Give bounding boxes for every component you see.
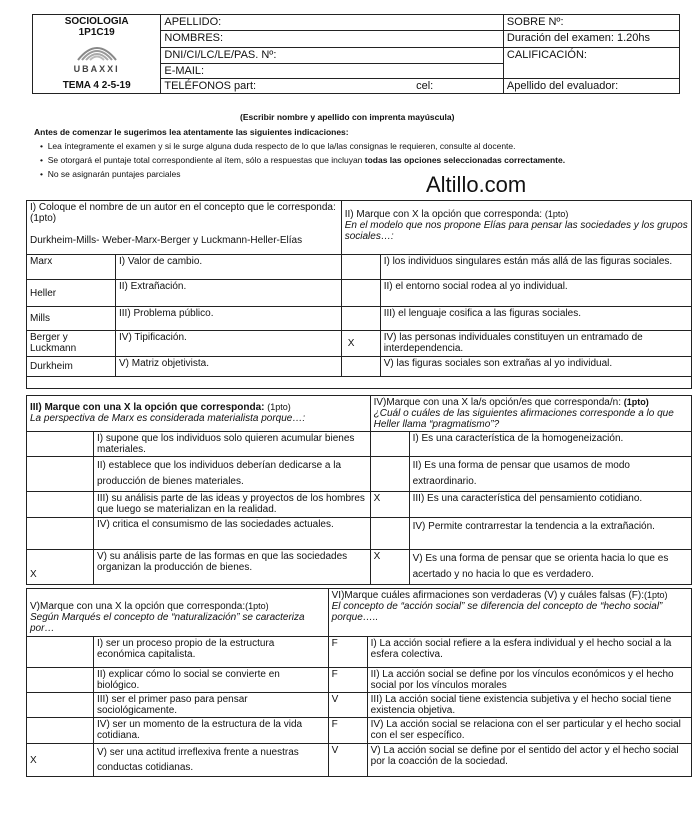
q4-option: III) Es una característica del pensamiento cotidiano.: [409, 492, 691, 518]
q2-mark-cell[interactable]: [341, 255, 380, 280]
q2-option: III) el lenguaje cosifica a las figuras sociales.: [380, 307, 691, 331]
q2-header: II) Marque con X la opción que corresponda: (1pto) En el modelo que nos propone Elías para pensar las sociedades y los grupos sociales…:: [341, 201, 691, 255]
section-divider: [27, 377, 692, 389]
q5-option: I) ser un proceso propio de la estructura económica capitalista.: [94, 637, 329, 668]
apellido-field[interactable]: APELLIDO:: [161, 15, 504, 31]
q2-option: IV) las personas individuales constituyen un entramado de interdependencia.: [380, 331, 691, 357]
q5-option: II) explicar cómo lo social se convierte en biológico.: [94, 668, 329, 693]
q1-concept: III) Problema público.: [116, 307, 342, 331]
q6-mark-cell[interactable]: V: [328, 693, 367, 718]
q4-option: II) Es una forma de pensar que usamos de modo extraordinario.: [409, 457, 691, 492]
q3-option: I) supone que los individuos solo quieren acumular bienes materiales.: [94, 432, 371, 457]
q5-mark-cell[interactable]: X: [27, 744, 94, 777]
q3-option: II) establece que los individuos deberían dedicarse a la producción de bienes materiales.: [94, 457, 371, 492]
q1-authors: Durkheim-Mills- Weber-Marx-Berger y Luckmann-Heller-Elías: [30, 235, 303, 246]
logo-text: UBAXXI: [73, 64, 120, 74]
q2-option: II) el entorno social rodea al yo individual.: [380, 280, 691, 307]
q4-mark-cell[interactable]: [370, 432, 409, 457]
q5-mark-cell[interactable]: [27, 718, 94, 744]
q4-option: V) Es una forma de pensar que se orienta hacia lo que es acertado y no hacia lo que es verdadero.: [409, 550, 691, 585]
exam-header: [32, 14, 680, 94]
q1-concept: V) Matriz objetivista.: [116, 357, 342, 377]
section-q3-q4: [26, 395, 692, 585]
q6-option: II) La acción social se define por los vínculos económicos y el hecho social por los vínculos morales: [367, 668, 691, 693]
q1-header: I) Coloque el nombre de un autor en el concepto que le corresponda:(1pto) Durkheim-Mills- Weber-Marx-Berger y Luckmann-Heller-Elías: [27, 201, 342, 255]
q1-concept: IV) Tipificación.: [116, 331, 342, 357]
q6-mark-cell[interactable]: V: [328, 744, 367, 777]
q5-mark-cell[interactable]: [27, 693, 94, 718]
q5-option: IV) ser un momento de la estructura de la vida cotidiana.: [94, 718, 329, 744]
q6-option: IV) La acción social se relaciona con el ser particular y el hecho social con el ser específico.: [367, 718, 691, 744]
section-q1-q2: [26, 200, 692, 389]
q5-header: V)Marque con una X la opción que corresponda:(1pto) Según Marqués el concepto de “naturalización” se caracteriza por…: [27, 589, 329, 637]
instruction-bullet-2: • Se otorgará el puntaje total correspondiente al ítem, sólo a respuestas que incluyan todas las opciones seleccionadas correctamente.: [40, 155, 566, 165]
q4-mark-cell[interactable]: X: [370, 492, 409, 518]
name-instruction: (Escribir nombre y apellido con imprenta mayúscula): [240, 112, 455, 122]
course-logo-cell: [33, 15, 161, 79]
calificacion-field[interactable]: CALIFICACIÓN:: [503, 48, 679, 79]
ubaxxi-logo-icon: [74, 40, 120, 64]
q3-option: IV) critica el consumismo de las sociedades actuales.: [94, 518, 371, 550]
q2-mark-cell[interactable]: [341, 307, 380, 331]
q2-option: V) las figuras sociales son extrañas al yo individual.: [380, 357, 691, 377]
q3-mark-cell[interactable]: X: [27, 550, 94, 585]
instruction-bullet-1: • Lea íntegramente el examen y si le surge alguna duda respecto de lo que la/las consignas le requieren, consulte al docente.: [40, 141, 516, 151]
q5-mark-cell[interactable]: [27, 637, 94, 668]
telefonos-field[interactable]: TELÉFONOS part: cel:: [161, 79, 504, 94]
instructions-intro: Antes de comenzar le sugerimos lea atentamente las siguientes indicaciones:: [34, 127, 349, 137]
sobre-field[interactable]: SOBRE Nº:: [503, 15, 679, 31]
q4-mark-cell[interactable]: [370, 518, 409, 550]
q1-answer-cell[interactable]: Heller: [27, 280, 116, 307]
q2-mark-cell[interactable]: X: [341, 331, 380, 357]
evaluador-field[interactable]: Apellido del evaluador:: [503, 79, 679, 94]
q4-mark-cell[interactable]: X: [370, 550, 409, 585]
course-code: 1P1C19: [78, 27, 115, 38]
instruction-bullet-3: • No se asignarán puntajes parciales: [40, 169, 181, 179]
q5-mark-cell[interactable]: [27, 668, 94, 693]
q3-option: V) su análisis parte de las formas en que las sociedades organizan la producción de bienes.: [94, 550, 371, 585]
tema-label: TEMA 4 2-5-19: [33, 79, 161, 94]
duracion-label: Duración del examen: 1.20hs: [503, 31, 679, 48]
q6-option: V) La acción social se define por el sentido del actor y el hecho social por la coacción de la sociedad.: [367, 744, 691, 777]
q5-option: V) ser una actitud irreflexiva frente a nuestras conductas cotidianas.: [94, 744, 329, 777]
q3-mark-cell[interactable]: [27, 492, 94, 518]
q5-option: III) ser el primer paso para pensar sociológicamente.: [94, 693, 329, 718]
q1-concept: I) Valor de cambio.: [116, 255, 342, 280]
watermark-text: Altillo.com: [426, 172, 527, 197]
section-q5-q6: [26, 588, 692, 777]
q6-mark-cell[interactable]: F: [328, 668, 367, 693]
nombres-field[interactable]: NOMBRES:: [161, 31, 504, 48]
q1-answer-cell[interactable]: Mills: [27, 307, 116, 331]
dni-field[interactable]: DNI/CI/LC/LE/PAS. Nº:: [161, 48, 504, 64]
q4-mark-cell[interactable]: [370, 457, 409, 492]
q6-option: I) La acción social refiere a la esfera individual y el hecho social a la esfera colectiva.: [367, 637, 691, 668]
q6-mark-cell[interactable]: F: [328, 718, 367, 744]
q4-option: IV) Permite contrarrestar la tendencia a la extrañación.: [409, 518, 691, 550]
q6-option: III) La acción social tiene existencia subjetiva y el hecho social tiene existencia objetiva.: [367, 693, 691, 718]
q4-header: IV)Marque con una X la/s opción/es que corresponda/n: (1pto) ¿Cuál o cuáles de las siguientes afirmaciones corresponde a lo que Heller llama “pragmatismo”?: [370, 396, 691, 432]
email-field[interactable]: E-MAIL:: [161, 64, 504, 79]
q3-mark-cell[interactable]: [27, 518, 94, 550]
q4-option: I) Es una característica de la homogeneización.: [409, 432, 691, 457]
q3-mark-cell[interactable]: [27, 432, 94, 457]
q1-answer-cell[interactable]: Berger y Luckmann: [27, 331, 116, 357]
q2-option: I) los individuos singulares están más allá de las figuras sociales.: [380, 255, 691, 280]
q3-mark-cell[interactable]: [27, 457, 94, 492]
subject-title: SOCIOLOGIA: [64, 16, 129, 27]
q2-mark-cell[interactable]: [341, 357, 380, 377]
q1-concept: II) Extrañación.: [116, 280, 342, 307]
q3-header: III) Marque con una X la opción que corresponda: (1pto) La perspectiva de Marx es considerada materialista porque…:: [27, 396, 371, 432]
q6-mark-cell[interactable]: F: [328, 637, 367, 668]
q3-option: III) su análisis parte de las ideas y proyectos de los hombres que luego se materializan en la realidad.: [94, 492, 371, 518]
q6-header: VI)Marque cuáles afirmaciones son verdaderas (V) y cuáles falsas (F):(1pto) El concepto de “acción social” se diferencia del concepto de “hecho social” porque…..: [328, 589, 691, 637]
q1-answer-cell[interactable]: Marx: [27, 255, 116, 280]
q1-answer-cell[interactable]: Durkheim: [27, 357, 116, 377]
q2-mark-cell[interactable]: [341, 280, 380, 307]
